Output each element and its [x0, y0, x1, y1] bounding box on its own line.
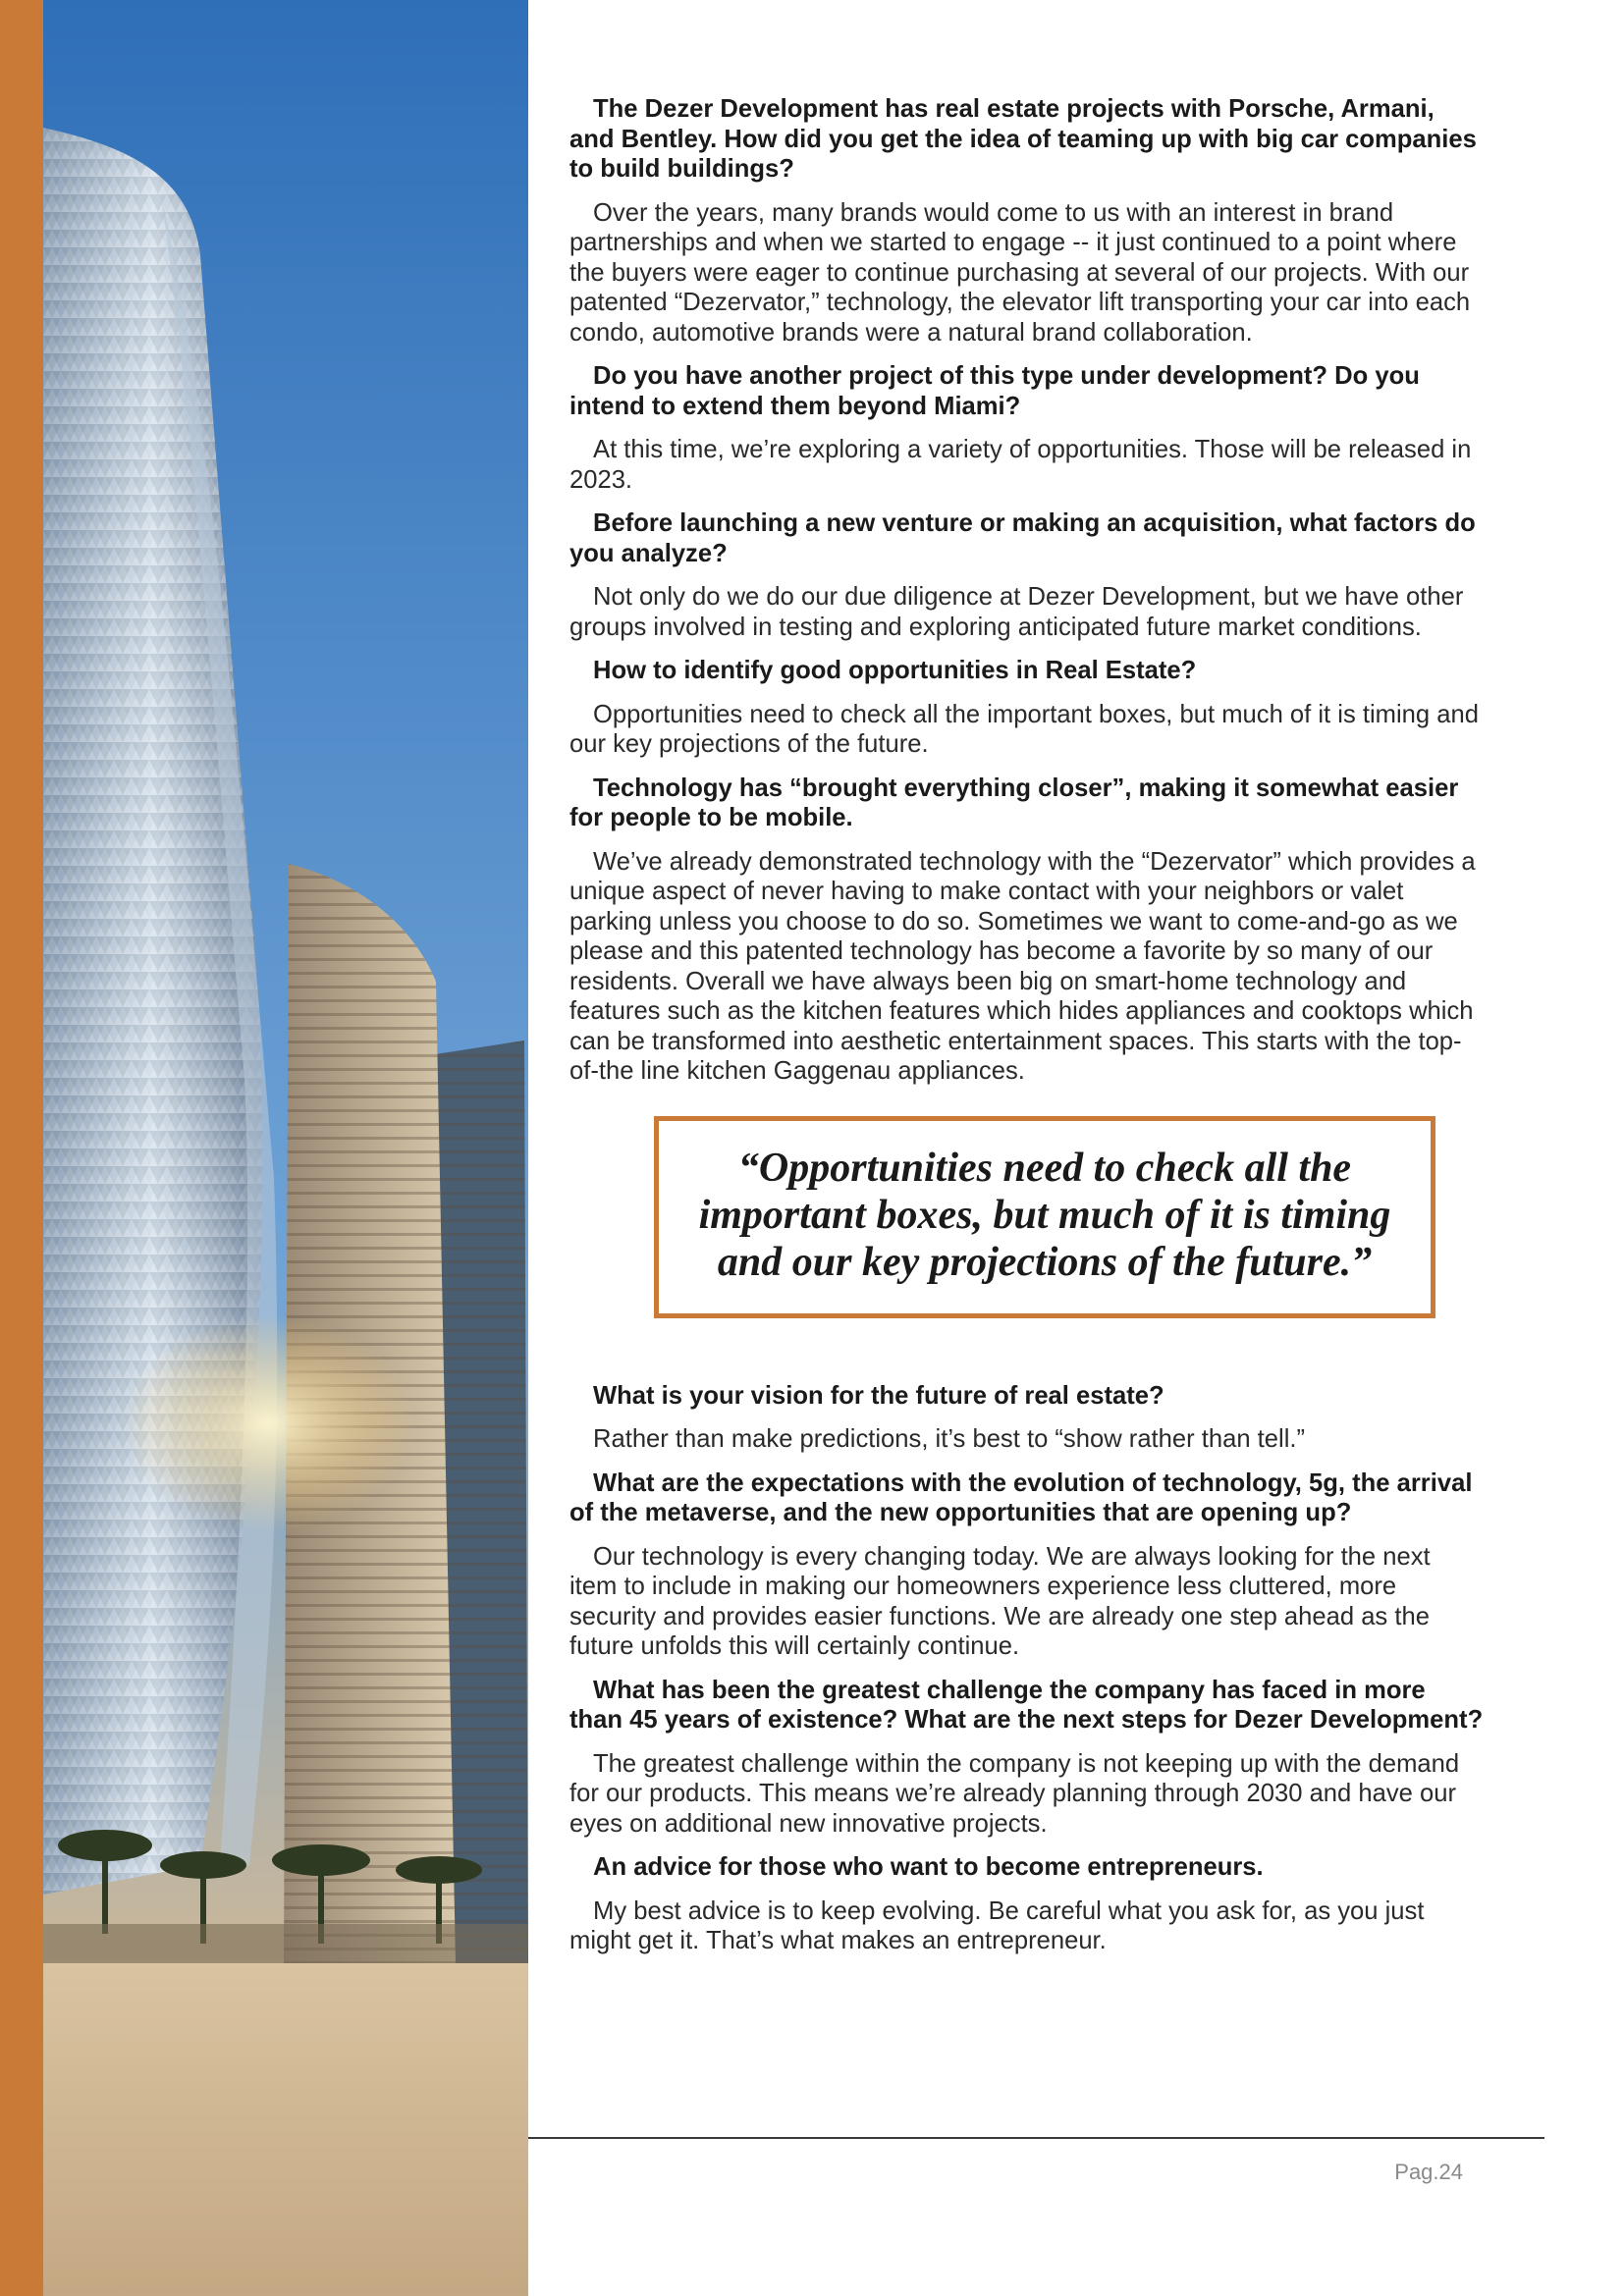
- interview-question: An advice for those who want to become entrepreneurs.: [593, 1853, 1264, 1881]
- interview-answer: Over the years, many brands would come to us with an interest in brand partnerships and when we started to engage -- it just continued to a point where the buyers were eager to continue purchasing at several of our projects. With our patented “Dezervator,” technology, the elevator lift transporting your car into each condo, automotive brands were a natural brand collaboration.: [569, 198, 1471, 347]
- interview-answer: Our technology is every changing today. We are always looking for the next item to include in making our homeowners experience less cluttered, more security and provides easier functions. We are already one step ahead as the future unfolds this will certainly continue.: [569, 1542, 1431, 1660]
- interview-question: Technology has “brought everything closer”, making it somewhat easier for people to be mobile.: [569, 774, 1459, 831]
- interview-column: [569, 94, 1485, 1970]
- interview-answer: The greatest challenge within the company is not keeping up with the demand for our products. This means we’re already planning through 2030 and have our eyes on additional new innovative projects.: [569, 1749, 1460, 1838]
- interview-question: What are the expectations with the evolution of technology, 5g, the arrival of the metaverse, and the new opportunities that are opening up?: [569, 1468, 1473, 1526]
- interview-question: Before launching a new venture or making an acquisition, what factors do you analyze?: [569, 509, 1476, 567]
- building-photo: [43, 0, 528, 2296]
- interview-question: The Dezer Development has real estate projects with Porsche, Armani, and Bentley. How did you get the idea of teaming up with big car companies to build buildings?: [569, 95, 1477, 183]
- accent-strip: [0, 0, 43, 2296]
- interview-question: How to identify good opportunities in Real Estate?: [593, 657, 1197, 684]
- pull-quote: “Opportunities need to check all the important boxes, but much of it is timing and our key projections of the future.”: [654, 1116, 1435, 1318]
- interview-answer: At this time, we’re exploring a variety of opportunities. Those will be released in 2023.: [569, 436, 1472, 494]
- interview-question: Do you have another project of this type under development? Do you intend to extend them beyond Miami?: [569, 362, 1420, 420]
- interview-answer: Opportunities need to check all the important boxes, but much of it is timing and our key projections of the future.: [569, 700, 1479, 758]
- interview-question: What is your vision for the future of real estate?: [593, 1381, 1164, 1410]
- interview-answer: We’ve already demonstrated technology with the “Dezervator” which provides a unique aspect of never having to make contact with your neighbors or valet parking unless you choose to do so. Sometimes we want to come-and-go as we please and this patented technology has become a favorite by so many of our residents. Overall we have always been big on smart-home technology and features such as the kitchen features which hides appliances and cooktops which can be transformed into aesthetic entertainment spaces. This starts with the top-of-the line kitchen Gaggenau appliances.: [569, 847, 1476, 1085]
- interview-answer: Rather than make predictions, it’s best to “show rather than tell.”: [593, 1425, 1306, 1453]
- interview-answer: My best advice is to keep evolving. Be careful what you ask for, as you just might get it. That’s what makes an entrepreneur.: [569, 1896, 1425, 1954]
- footer-divider: [528, 2137, 1544, 2139]
- interview-answer: Not only do we do our due diligence at Dezer Development, but we have other groups involved in testing and exploring anticipated future market conditions.: [569, 583, 1464, 641]
- page-number: Pag.24: [1394, 2160, 1463, 2184]
- interview-question: What has been the greatest challenge the company has faced in more than 45 years of existence? What are the next steps for Dezer Development?: [569, 1676, 1484, 1734]
